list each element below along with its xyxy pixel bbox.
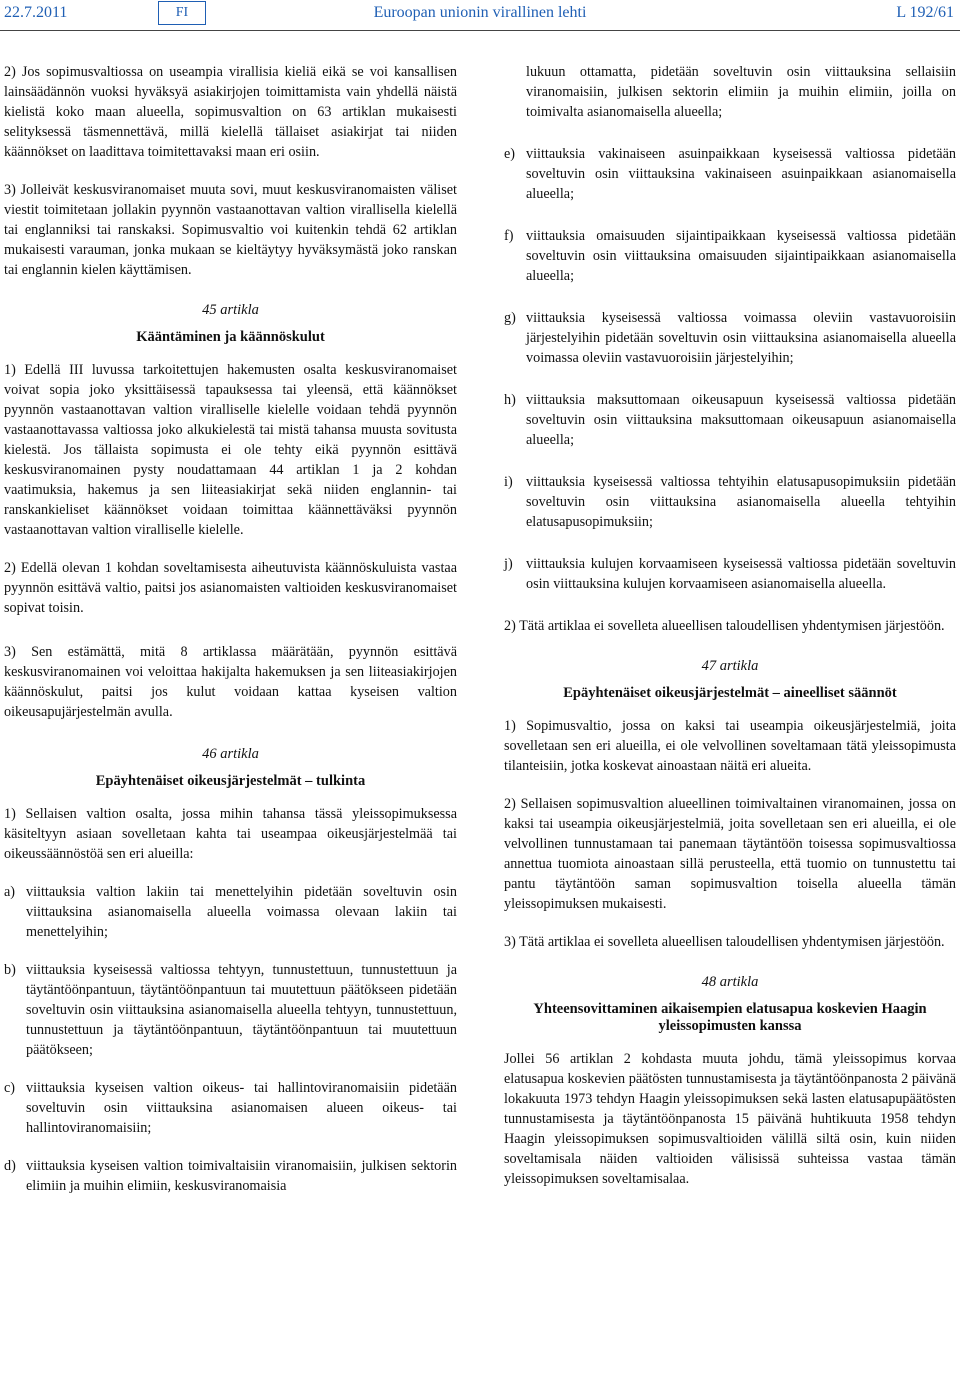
list-item: [504, 554, 956, 594]
article-47-title: Epäyhtenäiset oikeusjärjestelmät – aineelliset säännöt: [563, 685, 897, 701]
list-item-text: viittauksia kyseisen valtion oikeus- tai hallintoviranomaisiin pidetään soveltuvin osin viittauksina asianomaisen alueen oikeus- tai hallintoviranomaisiin;: [26, 1080, 457, 1136]
paragraph-44-2: 2) Jos sopimusvaltiossa on useampia virallisia kieliä eikä se voi kansallisen lainsäädännön vuoksi hyväksyä asiakirjojen toimittamista vain yhdellä näistä kielistä koko maan alueella, sopimusvaltion on 63 artiklan mukaisesti selityksessä täsmennettävä, millä kielellä tällaiset asiakirjat tai niiden käännökset on laadittava toimitettavaksi maan eri osiin.: [4, 64, 457, 160]
page-number: L 192/61: [896, 4, 954, 21]
paragraph-45-3: 3) Sen estämättä, mitä 8 artiklassa määrätään, pyynnön esittävä keskusviranomainen voi veloittaa hakijalta hakemuksen ja sen liiteasiakirjojen käännöskulut, paitsi jos kulut voidaan kattaa kyseisen valtion oikeusapujärjestelmän avulla.: [4, 644, 457, 720]
list-item-label: c): [4, 1080, 16, 1096]
paragraph-44-3: 3) Jolleivät keskusviranomaiset muuta sovi, muut keskusviranomaisten väliset viestit toimitetaan jollakin pyynnön vastaanottavan valtion virallisella kielellä tai englanniksi tai ranskaksi. Sopimusvaltio voi kuitenkin tehdä 62 artiklan mukaisesti varauman, jonka mukaan se kieltäytyy hyväksymästä joko ranskan tai englannin kielen käyttämisen.: [4, 182, 457, 278]
list-item-text: viittauksia maksuttomaan oikeusapuun kyseisessä valtiossa pidetään soveltuvin osin viittauksina maksuttomaan oikeusapuun asianomaisella alueella;: [526, 392, 956, 448]
list-item-label: f): [504, 228, 514, 244]
list-item-text: viittauksia kyseisessä valtiossa voimassa oleviin vastavuoroisiin järjestelyihin pidetään soveltuvin osin viittauksina asianomaisella alueella voimassa oleviin vastavuoroisiin järjestelyihin;: [526, 310, 956, 366]
list-item-label: g): [504, 310, 516, 326]
list-item: [504, 308, 956, 368]
article-45-title: Kääntäminen ja käännöskulut: [136, 329, 325, 345]
paragraph-46-2: 2) Tätä artiklaa ei sovelleta alueellisen taloudellisen yhdentymisen järjestöön.: [504, 618, 945, 634]
list-item: [4, 882, 457, 942]
list-item-label: d): [4, 1158, 16, 1174]
list-item-continuation: [504, 62, 956, 122]
paragraph-48-1: Jollei 56 artiklan 2 kohdasta muuta johdu, tämä yleissopimus korvaa elatusapua koskevien päätösten tunnustamisesta ja täytäntöönpanosta 2 päivänä lokakuuta 1973 tehdyn Haagin yleissopimuksen sekä lasten elatusapupäätösten tunnustamisesta ja täytäntöönpanosta 15 päivänä huhtikuuta 1958 tehdyn Haagin yleissopimuksen sopimusvaltioiden välillä siltä osin, kuin niiden soveltamisala näiden valtioiden välisissä suhteissa vastaa tämän yleissopimuksen soveltamisalaa.: [504, 1051, 956, 1187]
paragraph-47-1: 1) Sopimusvaltio, jossa on kaksi tai useampia oikeusjärjestelmiä, joita sovelletaan sen eri alueilla, ei ole velvollinen soveltamaan tätä yleissopimusta tilanteisiin, jotka koskevat ainoastaan näitä eri alueita.: [504, 718, 956, 774]
list-item-text: viittauksia omaisuuden sijaintipaikkaan kyseisessä valtiossa pidetään soveltuvin osin viittauksina omaisuuden sijaintipaikkaan asianomaisella alueella;: [526, 228, 956, 284]
list-item: [504, 472, 956, 532]
page-header: [0, 0, 960, 31]
list-item-label: i): [504, 474, 513, 490]
list-item: [504, 390, 956, 450]
publication-date: 22.7.2011: [4, 4, 68, 21]
right-column: [504, 62, 956, 1207]
paragraph-45-1: 1) Edellä III luvussa tarkoitettujen hakemusten osalta keskusviranomaiset voivat sopia joko yksittäisessä tapauksessa tai yleensä, että käännökset pyynnön vastaanottavan valtion viralliselle kielelle voidaan tehdä pyynnön vastaanottavassa valtiossa joko alkukielestä tai mistä tahansa muusta sovitusta kielestä. Jos tällaista sopimusta ei ole tehty eikä pyynnön esittävä keskusviranomainen pysty noudattamaan 44 artiklan 1 ja 2 kohdan vaatimuksia, hakemus ja sen liiteasiakirjat sekä niiden englannin- tai ranskankieliset käännökset voidaan toimittaa käännettäväksi pyynnön vastaanottavan valtion viralliselle kielelle.: [4, 362, 457, 538]
list-item: [4, 960, 457, 1060]
list-item-text: viittauksia kyseisessä valtiossa tehtyyn, tunnustettuun, tunnustettuun ja täytäntöönpantuun, täytäntöönpantuun tai muutettuun päätökseen pidetään soveltuvin osin viittauksina asianomaisella alueella tehtyyn, tunnustettuun, tunnustettuun ja täytäntöönpantuun, täytäntöönpantuun tai muutettuun päätökseen;: [26, 962, 457, 1058]
list-item-label: e): [504, 146, 516, 162]
article-46-title: Epäyhtenäiset oikeusjärjestelmät – tulkinta: [95, 773, 366, 789]
journal-title: Euroopan unionin virallinen lehti: [373, 4, 587, 21]
list-item: [504, 144, 956, 204]
article-48-number: 48 artikla: [701, 974, 759, 990]
article-45-number: 45 artikla: [202, 302, 259, 318]
list-item-label: b): [4, 962, 16, 978]
paragraph-47-2: 2) Sellaisen sopimusvaltion alueellinen toimivaltainen viranomainen, jossa on kaksi tai useampia oikeusjärjestelmiä, joita sovelletaan sen eri alueilla, ei ole velvollinen tunnustamaan tai panemaan täytäntöön toisessa sopimusvaltiossa annettua tuomiota ainoastaan sillä perusteella, että tuomio on tunnustettu tai pantu täytäntöön saman sopimusvaltion toisella alueella tämän yleissopimuksen mukaisesti.: [504, 796, 956, 912]
list-item: [504, 226, 956, 286]
paragraph-46-1: 1) Sellaisen valtion osalta, jossa mihin tahansa tässä yleissopimuksessa käsiteltyyn asiaan sovelletaan kahta tai useampaa oikeusjärjestelmää tai oikeussäännöstöä sen eri alueilla:: [4, 806, 457, 862]
list-item: [4, 1156, 457, 1196]
article-46-number: 46 artikla: [202, 746, 259, 762]
list-item-label: a): [4, 884, 16, 900]
list-item-text: viittauksia vakinaiseen asuinpaikkaan kyseisessä valtiossa pidetään soveltuvin osin viittauksina vakinaiseen asuinpaikkaan asianomaisella alueella;: [526, 146, 956, 202]
list-item-text: viittauksia kyseisessä valtiossa tehtyihin elatusapusopimuksiin pidetään soveltuvin osin viittauksina asianomaisella alueella tehtyihin elatusapusopimuksiin;: [526, 474, 956, 530]
left-column: [4, 62, 457, 1214]
list-item-label: h): [504, 392, 516, 408]
article-48-title: Yhteensovittaminen aikaisempien elatusapua koskevien Haagin yleissopimusten kanssa: [533, 1001, 927, 1034]
list-item-text: viittauksia kulujen korvaamiseen kyseisessä valtiossa pidetään soveltuvin osin viittauksina kulujen korvaamiseen asianomaisella alueella.: [526, 556, 956, 592]
article-47-number: 47 artikla: [701, 658, 759, 674]
paragraph-47-3: 3) Tätä artiklaa ei sovelleta alueellisen taloudellisen yhdentymisen järjestöön.: [504, 934, 945, 950]
language-badge: FI: [158, 1, 206, 25]
list-item: [4, 1078, 457, 1138]
list-item-text: lukuun ottamatta, pidetään soveltuvin osin viittauksina sellaisiin viranomaisiin, julkisen sektorin elimiin ja muihin elimiin, joilla on toimivalta asianomaisella alueella;: [526, 64, 956, 120]
list-item-label: j): [504, 556, 513, 572]
list-item-text: viittauksia kyseisen valtion toimivaltaisiin viranomaisiin, julkisen sektorin elimiin ja muihin elimiin, keskusviranomaisia: [26, 1158, 457, 1194]
list-item-text: viittauksia valtion lakiin tai menettelyihin pidetään soveltuvin osin viittauksina asianomaisella alueella voimassa olevaan lakiin tai menettelyihin;: [26, 884, 457, 940]
paragraph-45-2: 2) Edellä olevan 1 kohdan soveltamisesta aiheutuvista käännöskuluista vastaa pyynnön esittävä valtio, paitsi jos asianomaisten valtioiden keskusviranomaiset sopivat toisin.: [4, 560, 457, 616]
